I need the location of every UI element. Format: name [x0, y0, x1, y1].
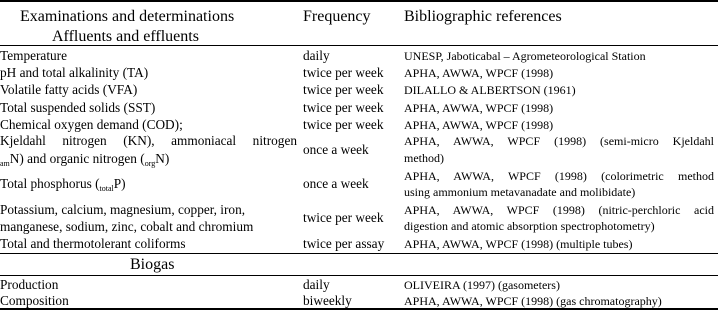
header-rule [0, 45, 718, 46]
table-row-exam: Total suspended solids (SST) [0, 100, 156, 115]
table-row-reference: UNESP, Jaboticabal – Agrometeorological Station [404, 49, 646, 63]
biogas-rule [0, 275, 718, 276]
table-row-reference: DILALLO & ALBERTSON (1961) [404, 83, 576, 97]
section-title-biogas: Biogas [130, 256, 175, 273]
table-row-exam: Total and thermotolerant coliforms [0, 236, 186, 251]
table-row-frequency: biweekly [303, 293, 352, 308]
reference-line1: APHA, AWWA, WPCF (1998) (colorimetric method [404, 169, 714, 183]
table-row-frequency: twice per assay [303, 236, 385, 251]
table-row-frequency: once a week [303, 176, 369, 191]
table-row-frequency: twice per week [303, 65, 384, 80]
table-row-reference [404, 170, 714, 182]
exam-text-end: P) [113, 176, 126, 191]
exam-text-end: N) [155, 151, 170, 166]
reference-line1: APHA, AWWA, WPCF (1998) (semi-micro Kjeldahl [404, 134, 714, 148]
reference-line1: APHA, AWWA, WPCF (1998) (nitric-perchloric acid [404, 203, 714, 217]
table-row-frequency: daily [303, 48, 330, 63]
table-row-exam: Chemical oxygen demand (COD); [0, 117, 183, 132]
table-row-reference: APHA, AWWA, WPCF (1998) [404, 118, 554, 132]
table-row-exam: Temperature [0, 48, 67, 63]
table-row-reference-line2: digestion and atomic absorption spectrophotometry) [404, 219, 655, 233]
table-row-reference [404, 204, 714, 216]
table-row-exam: Volatile fatty acids (VFA) [0, 82, 138, 97]
column-header-references: Bibliographic references [404, 8, 562, 25]
exam-text-line1: Kjeldahl nitrogen (KN), ammoniacal nitrogen [0, 133, 297, 148]
table-row-reference-line2: using ammonium metavanadate and molibidate) [404, 185, 636, 199]
column-header-frequency: Frequency [303, 8, 371, 25]
column-header-examinations: Examinations and determinations [20, 8, 235, 25]
exam-text: N) and organic nitrogen ( [9, 151, 145, 166]
table-row-exam: Production [0, 277, 59, 292]
table-row-frequency: once a week [303, 142, 369, 157]
table-row-reference-line2: method) [404, 151, 444, 165]
table-row-reference: OLIVEIRA (1997) (gasometers) [404, 278, 560, 292]
table-row-reference: APHA, AWWA, WPCF (1998) (multiple tubes) [404, 237, 633, 251]
bottom-rule [0, 308, 718, 310]
table-row-reference: APHA, AWWA, WPCF (1998) [404, 101, 554, 115]
table-row-reference: APHA, AWWA, WPCF (1998) (gas chromatography) [404, 294, 662, 308]
subscript-total: total [99, 184, 114, 193]
exam-text: Total phosphorus ( [0, 176, 100, 191]
table-row-reference [404, 135, 714, 147]
table-row-exam-line2 [0, 151, 170, 168]
table-row-frequency: daily [303, 277, 330, 292]
table-row-exam: pH and total alkalinity (TA) [0, 65, 149, 80]
table-row-exam: Composition [0, 293, 69, 308]
table-row-exam-line2: manganese, sodium, zinc, cobalt and chromium [0, 219, 254, 234]
subscript-org: org [144, 159, 156, 168]
table-row-frequency: twice per week [303, 100, 384, 115]
top-rule [0, 0, 718, 2]
table-row-frequency: twice per week [303, 82, 384, 97]
section-rule [0, 253, 718, 254]
table-row-frequency: twice per week [303, 210, 384, 225]
column-header-affluents: Affluents and effluents [52, 28, 199, 45]
table-row-exam [0, 134, 297, 147]
table-row-exam [0, 176, 126, 193]
table-row-frequency: twice per week [303, 117, 384, 132]
table-row-exam: Potassium, calcium, magnesium, copper, iron, [0, 202, 246, 217]
subscript-am: am [0, 159, 10, 168]
table-row-reference: APHA, AWWA, WPCF (1998) [404, 66, 554, 80]
